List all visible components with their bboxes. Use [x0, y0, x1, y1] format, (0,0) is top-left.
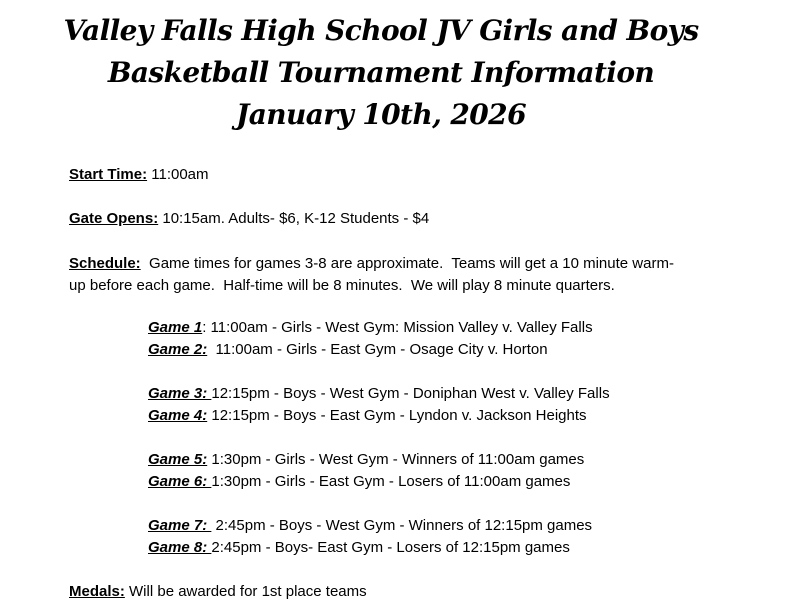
game-label: Game 5: — [148, 451, 208, 468]
game-row-3 — [148, 385, 610, 403]
game-text: 1:30pm - Girls - East Gym - Losers of 11:00am games — [211, 473, 571, 490]
start-time-label: Start Time: — [69, 166, 148, 183]
game-label: Game 8: — [148, 539, 212, 556]
game-row-8 — [148, 539, 570, 557]
game-row-6 — [148, 473, 570, 491]
game-text: 11:00am - Girls - East Gym - Osage City v. Horton — [207, 341, 548, 358]
game-label: Game 3: — [148, 385, 212, 402]
medals-row — [69, 583, 367, 601]
schedule-description: Game times for games 3-8 are approximate. Teams will get a 10 minute warm-up before each game. Half-time will be 8 minutes. We will play 8 minute quarters. — [69, 255, 674, 294]
schedule-paragraph — [69, 253, 679, 297]
gate-opens-value: 10:15am. Adults- $6, K-12 Students - $4 — [158, 210, 430, 227]
title-line-1: Valley Falls High School JV Girls and Boys — [63, 14, 699, 47]
game-text: 12:15pm - Boys - West Gym - Doniphan West v. Valley Falls — [211, 385, 610, 402]
game-row-7 — [148, 517, 592, 535]
gate-opens-row — [69, 210, 429, 228]
game-row-4 — [148, 407, 587, 425]
game-text: 2:45pm - Boys- East Gym - Losers of 12:15pm games — [211, 539, 570, 556]
medals-label: Medals: — [69, 583, 125, 600]
game-text: 12:15pm - Boys - East Gym - Lyndon v. Jackson Heights — [207, 407, 587, 424]
game-text: 2:45pm - Boys - West Gym - Winners of 12:15pm games — [211, 517, 593, 534]
start-time-row — [69, 166, 209, 184]
game-text: 1:30pm - Girls - West Gym - Winners of 11:00am games — [207, 451, 585, 468]
title-line-2: Basketball Tournament Information — [107, 56, 655, 89]
game-text: : 11:00am - Girls - West Gym: Mission Valley v. Valley Falls — [202, 319, 593, 336]
game-label: Game 2: — [148, 341, 208, 358]
title-line-3: January 10th, 2026 — [236, 98, 526, 131]
game-label: Game 7: — [148, 517, 212, 534]
game-label: Game 1 — [148, 319, 203, 336]
gate-opens-label: Gate Opens: — [69, 210, 159, 227]
schedule-label: Schedule: — [69, 255, 141, 272]
game-row-1 — [148, 319, 593, 337]
start-time-value: 11:00am — [147, 166, 209, 183]
game-row-5 — [148, 451, 584, 469]
game-row-2 — [148, 341, 548, 359]
game-label: Game 4: — [148, 407, 208, 424]
medals-value: Will be awarded for 1st place teams — [124, 583, 367, 600]
game-label: Game 6: — [148, 473, 212, 490]
